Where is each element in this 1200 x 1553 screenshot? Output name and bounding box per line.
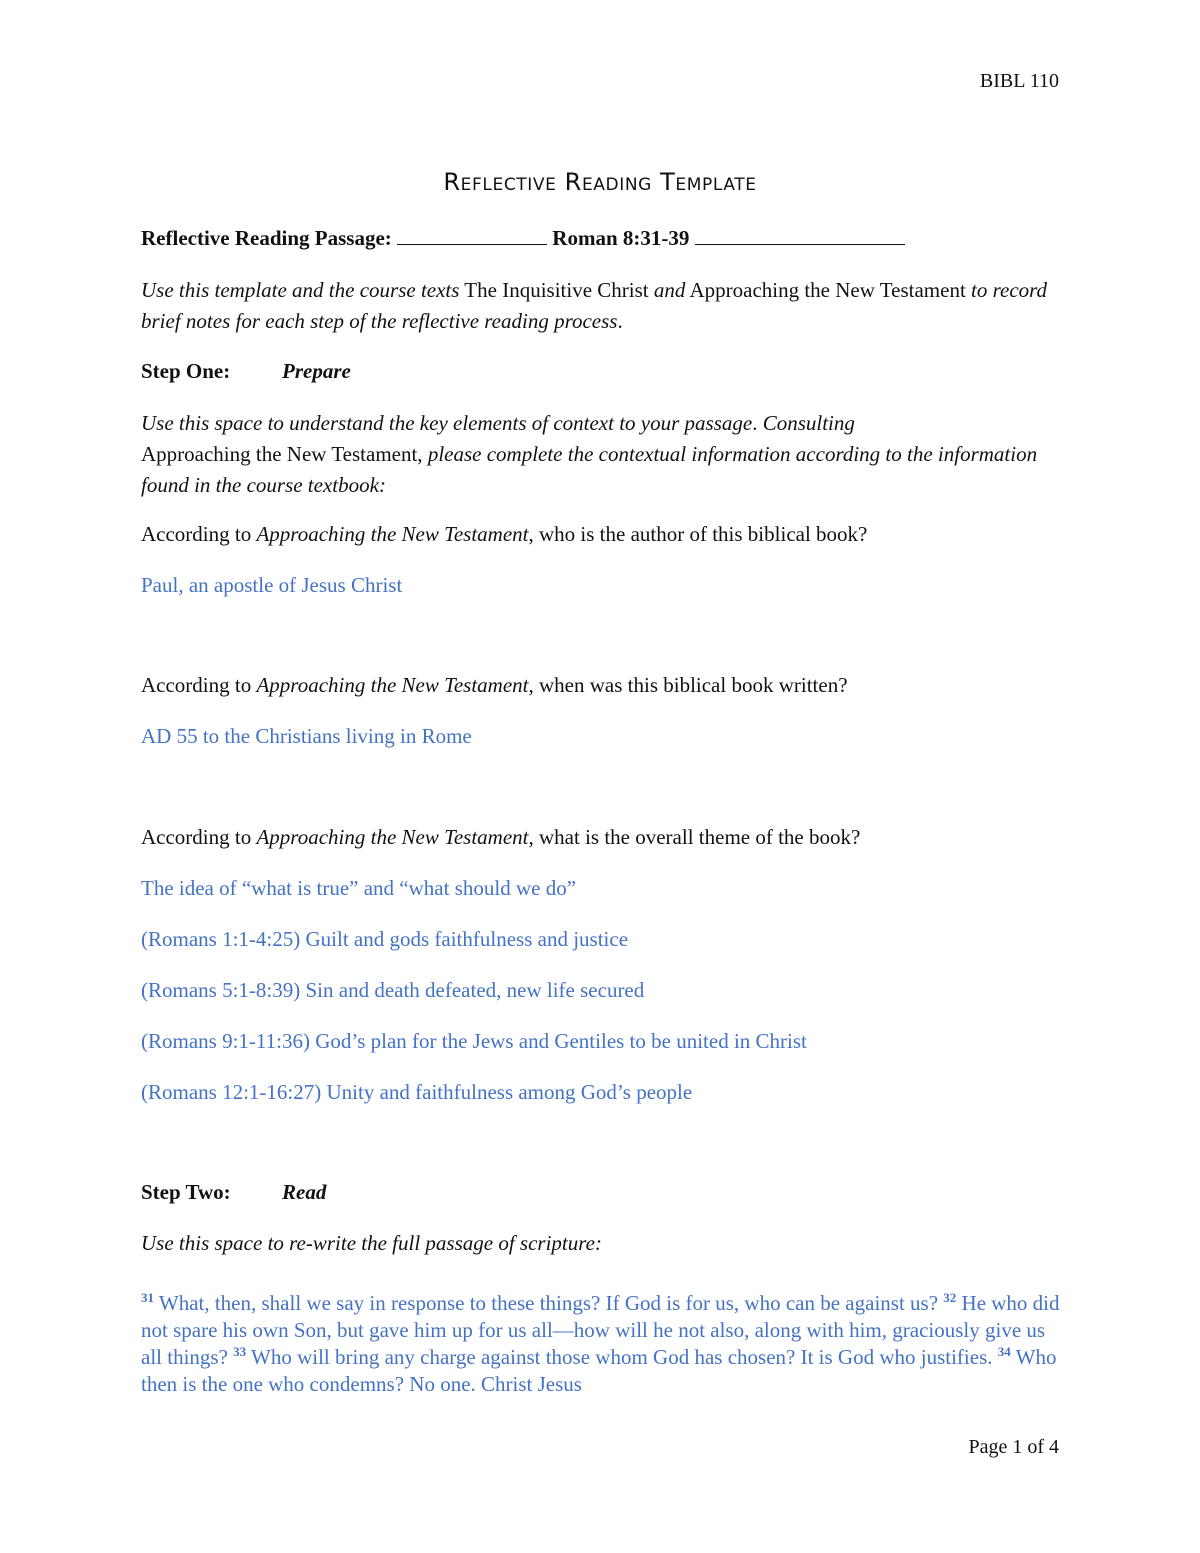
intro-italic-1: Use this template and the course texts [141,278,460,302]
verse-number: 31 [141,1290,154,1305]
intro-end: . [617,309,623,333]
verse-text: Who then is the one who condemns? No one. Christ Jesus [141,1345,1057,1396]
step-one-instr-text: Approaching the New Testament, [141,442,423,466]
theme-item: (Romans 12:1-16:27) Unity and faithfulness among God’s people [141,1080,693,1104]
question-book-title: Approaching the New Testament [256,825,529,849]
step-two-name: Read [282,1180,327,1204]
theme-item: (Romans 5:1-8:39) Sin and death defeated, new life secured [141,978,645,1002]
step-one-instr-dot: . [752,411,763,435]
question-prefix: According to [141,522,257,546]
step-one-instructions [141,408,1061,501]
passage-value: Roman 8:31-39 [552,226,690,250]
intro-text-2: Approaching the New Testament [685,278,972,302]
verse-text: Who will bring any charge against those whom God has chosen? It is God who justifies. [246,1345,998,1369]
intro-italic-3: to record brief notes for each step of the reflective reading process [141,278,1048,333]
question-book-title: Approaching the New Testament [256,522,529,546]
step-one-name: Prepare [282,359,351,383]
theme-item: (Romans 9:1-11:36) God’s plan for the Jews and Gentiles to be united in Christ [141,1029,807,1053]
step-one-heading [141,359,1061,384]
passage-blank-left [397,226,547,245]
step-one-instr-italic-2: Consulting [762,411,855,435]
step-one-label: Step One: [141,359,231,383]
question-book-title: Approaching the New Testament [256,673,529,697]
question-prefix: According to [141,825,257,849]
passage-blank-right [695,226,905,245]
step-one-instr-italic-1: Use this space to understand the key elements of context to your passage [141,411,753,435]
passage-label: Reflective Reading Passage: [141,226,392,250]
intro-italic-2: and [653,278,686,302]
question-date [141,673,1061,698]
passage-line [141,226,1061,251]
verse-text: What, then, shall we say in response to these things? If God is for us, who can be against us? [154,1291,944,1315]
verse-number: 32 [943,1290,957,1305]
answer-author: Paul, an apostle of Jesus Christ [141,573,403,597]
step-two-heading [141,1180,1061,1205]
question-prefix: According to [141,673,257,697]
question-suffix: , who is the author of this biblical book? [528,522,868,546]
answer-date: AD 55 to the Christians living in Rome [141,724,472,748]
verse-text: He who did not spare his own Son, but gave him up for us all—how will he not also, along with him, graciously give us all things? [141,1291,1060,1369]
question-author [141,522,1061,547]
intro-text-1: The Inquisitive Christ [459,278,654,302]
course-code: BIBL 110 [979,70,1059,92]
verse-number: 34 [997,1344,1011,1359]
question-suffix: , when was this biblical book written? [528,673,848,697]
intro-paragraph [141,275,1061,337]
question-suffix: , what is the overall theme of the book? [528,825,861,849]
page-number: Page 1 of 4 [968,1436,1059,1458]
scripture-passage [141,1290,1061,1398]
step-one-instr-italic-3: please complete the contextual information according to the information found in the course textbook: [141,442,1038,497]
page-title: Reflective Reading Template [443,168,757,196]
step-two-instructions: Use this space to re-write the full passage of scripture: [141,1231,602,1255]
answer-theme: The idea of “what is true” and “what should we do” [141,876,577,900]
step-two-label: Step Two: [141,1180,231,1204]
question-theme [141,825,1061,850]
theme-item: (Romans 1:1-4:25) Guilt and gods faithfulness and justice [141,927,629,951]
verse-number: 33 [233,1344,247,1359]
